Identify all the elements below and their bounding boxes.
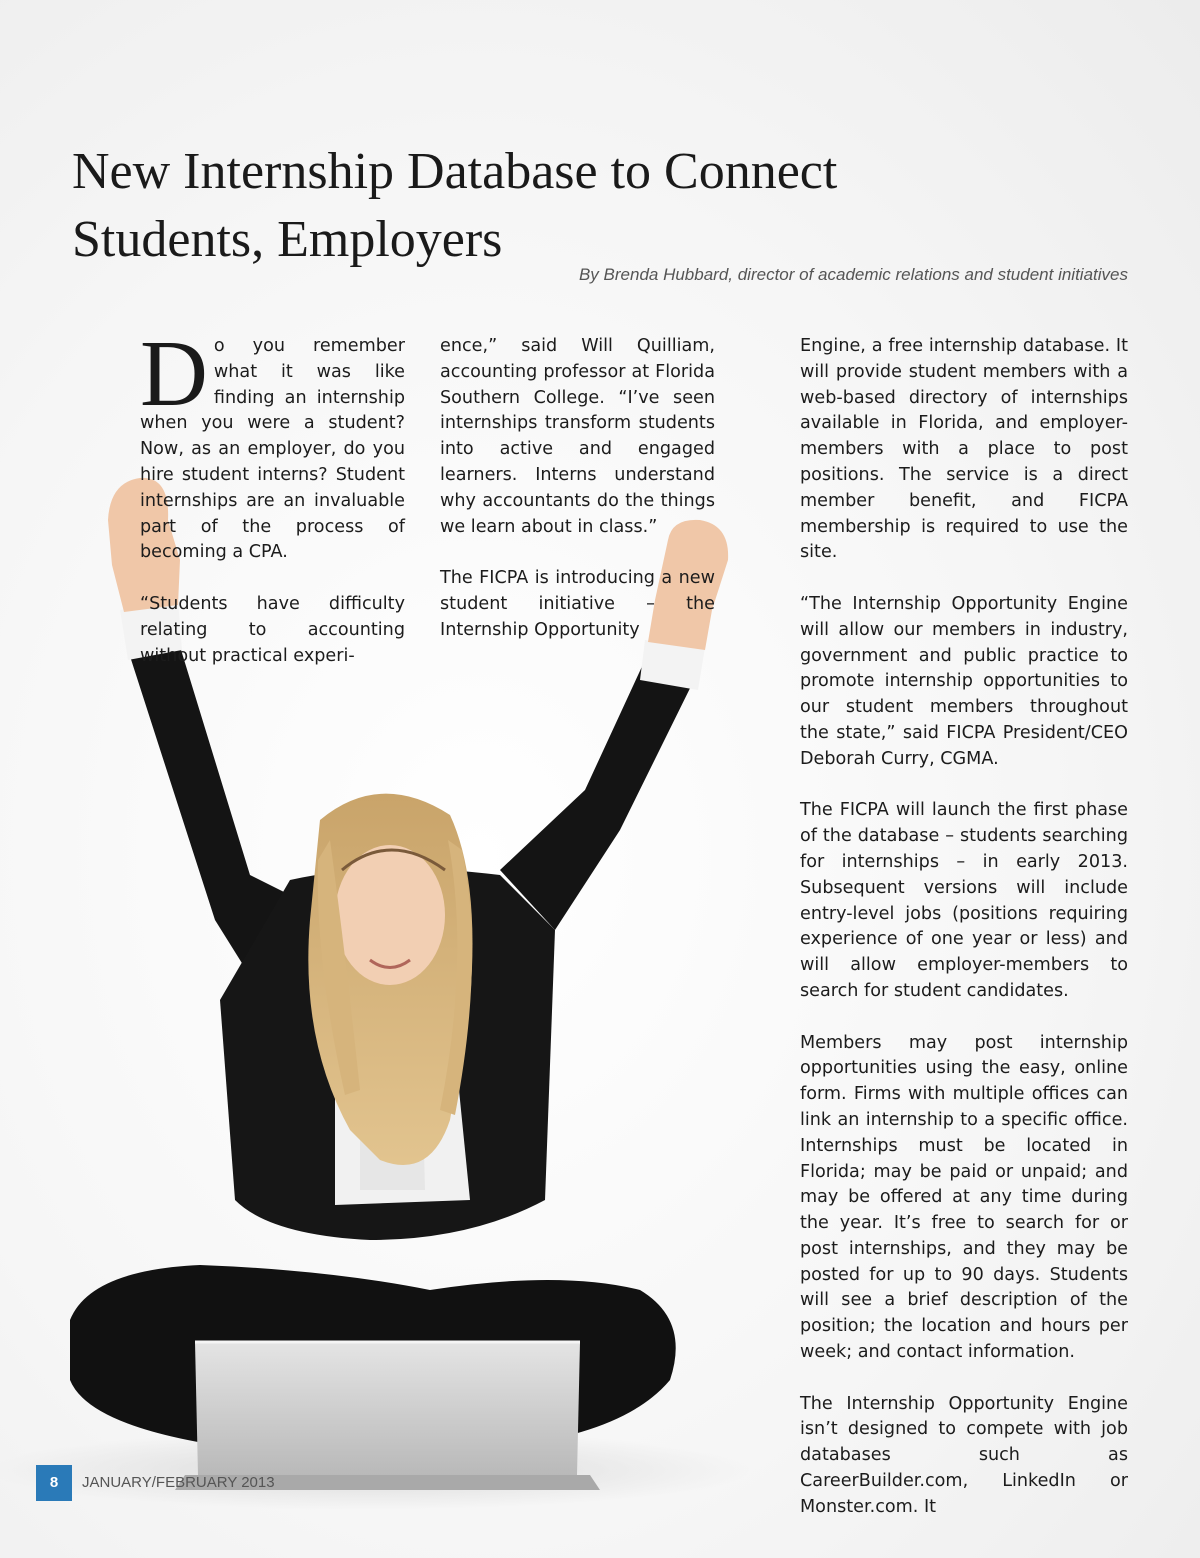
title-line-1: New Internship Database to Connect bbox=[72, 143, 838, 200]
column-3 bbox=[800, 334, 1128, 1521]
article-title bbox=[72, 138, 972, 274]
drop-cap: D bbox=[140, 322, 208, 426]
col2-paragraph-2: The FICPA is introducing a new student initiative – the Internship Opportunity bbox=[440, 568, 715, 640]
title-line-2: Students, Employers bbox=[72, 211, 503, 268]
col3-paragraph-5: The Internship Opportunity Engine isn’t designed to compete with job databases such as CareerBuilder.com, LinkedIn or Monster.com. It bbox=[800, 1393, 1128, 1517]
column-1 bbox=[140, 322, 405, 669]
col3-paragraph-2: “The Internship Opportunity Engine will allow our members in industry, government and public practice to promote internship opportunities to our student members throughout the state,” said FICPA President/CEO Deborah Curry, CGMA. bbox=[800, 593, 1128, 769]
col1-paragraph-1-text: o you remember what it was like finding an internship when you were a student? Now, as an employer, do you hire student interns? Student internships are an invaluable part of the process of becoming a CPA. bbox=[140, 336, 405, 563]
column-2 bbox=[440, 334, 715, 644]
col2-paragraph-1: ence,” said Will Quilliam, accounting professor at Florida Southern College. “I’ve seen internships transform students into active and engaged learners. Interns understand why accountants do the things we learn about in class.” bbox=[440, 336, 715, 537]
col1-paragraph-2: “Students have difficulty relating to accounting without practical experi- bbox=[140, 593, 405, 666]
col3-paragraph-1: Engine, a free internship database. It will provide student members with a web-based directory of internships available in Florida, and employer-members with a place to post positions. The service is a direct member benefit, and FICPA membership is required to use the site. bbox=[800, 336, 1128, 563]
issue-date: JANUARY/FEBRUARY 2013 bbox=[82, 1474, 275, 1491]
col3-paragraph-4: Members may post internship opportunities using the easy, online form. Firms with multiple offices can link an internship to a specific office. Internships must be located in Florida; may be paid or unpaid; and may be offered at any time during the year. It’s free to search for or post internships, and they may be posted for up to 90 days. Students will see a brief description of the position; the location and hours per week; and contact information. bbox=[800, 1032, 1128, 1363]
byline: By Brenda Hubbard, director of academic relations and student initiatives bbox=[578, 265, 1128, 284]
col3-paragraph-3: The FICPA will launch the first phase of the database – students searching for internships – in early 2013. Subsequent versions will include entry-level jobs (positions requiring experience of one year or less) and will allow employer-members to search for student candidates. bbox=[800, 800, 1128, 1001]
col1-paragraph-1 bbox=[140, 322, 405, 566]
page-number: 8 bbox=[36, 1465, 72, 1501]
